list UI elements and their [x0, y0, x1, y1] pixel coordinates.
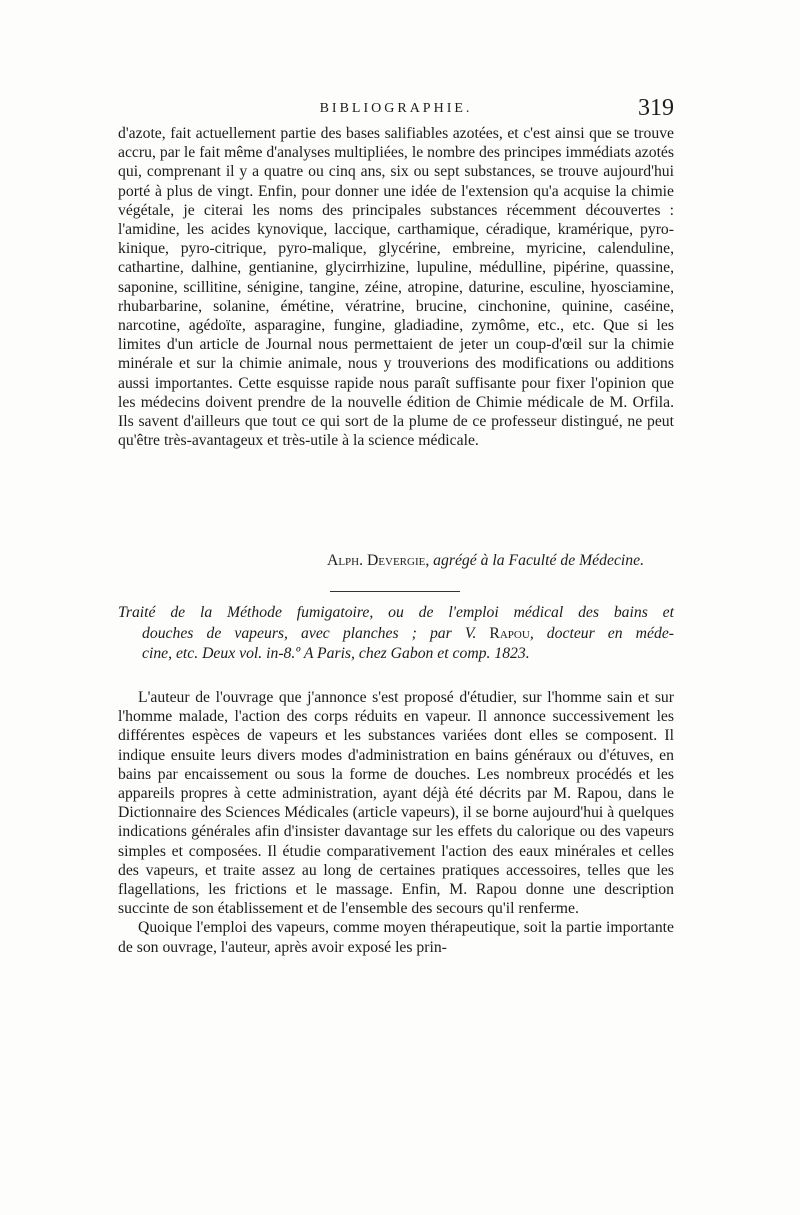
review-paragraph: Quoique l'emploi des vapeurs, comme moyen thérapeutique, soit la partie importante de son ouvrage, l'auteur, après avoir exposé les prin-: [118, 919, 674, 956]
review-body: [118, 688, 674, 957]
review-heading-line: Traité de la Méthode fumigatoire, ou de l'emploi médical des bains et: [118, 604, 674, 621]
running-head: BIBLIOGRAPHIE.: [319, 101, 473, 116]
review-heading-text: douches de vapeurs, avec planches ; par V.: [142, 624, 477, 642]
signature-author: Alph. Devergie,: [327, 552, 430, 569]
review-heading-line: cine, etc. Deux vol. in-8.º A Paris, chez Gabon et comp. 1823.: [142, 645, 530, 662]
review-heading: [118, 603, 674, 665]
signature-affiliation: agrégé à la Faculté de Médecine.: [433, 552, 644, 569]
page-header: [118, 95, 674, 123]
first-article-body: [118, 124, 674, 450]
article-signature: [118, 552, 644, 570]
review-paragraph: L'auteur de l'ouvrage que j'annonce s'est proposé d'étudier, sur l'homme sain et sur l'homme malade, l'action des corps réduits en vapeur. Il annonce successivement les différentes espèces de vapeurs et les substances variées dont elles se composent. Il indique ensuite leurs divers modes d'administration en bains généraux ou d'étuves, en bains par encaissement ou sous la forme de douches. Les nombreux procédés et les appareils propres à cette administration, ayant déjà été décrits par M. Rapou, dans le Dictionnaire des Sciences Médicales (article vapeurs), il se borne aujourd'hui à quelques indications générales afin d'insister davantage sur les effets du calorique ou des vapeurs simples et composées. Il étudie comparativement l'action des eaux minérales et celles des vapeurs, et traite assez au long de certaines pratiques accessoires, telles que les flagellations, les frictions et le massage. Enfin, M. Rapou donne une description succinte de son établissement et de l'ensemble des secours qu'il renferme.: [118, 689, 674, 918]
review-heading-text: , docteur en méde-: [529, 624, 675, 642]
page-number: 319: [638, 95, 674, 121]
section-divider: [330, 591, 460, 592]
review-heading-line: [118, 624, 674, 645]
article-paragraph: d'azote, fait actuellement partie des bases salifiables azotées, et c'est ainsi que se trouve accru, par le fait même d'analyses multipliées, le nombre des principes immédiats azotés qui, comprenant il y a quatre ou cinq ans, six ou sept substances, se trouve aujourd'hui porté à plus de vingt. Enfin, pour donner une idée de l'extension qu'a acquise la chimie végétale, je citerai les noms des principales substances récemment découvertes : l'amidine, les acides kynovique, laccique, carthamique, céradique, kramérique, pyro-kinique, pyro-citrique, pyro-malique, glycérine, embreine, myricine, calenduline, cathartine, dalhine, gentianine, glycirrhizine, lupuline, médulline, pipérine, quassine, saponine, scillitine, sénigine, tangine, zéine, atropine, daturine, esculine, hyosciamine, rhubarbarine, solanine, émétine, vératrine, brucine, cinchonine, quinine, caséine, narcotine, agédoïte, asparagine, fungine, gladiadine, zymôme, etc., etc. Que si les limites d'un article de Journal nous permettaient de jeter un coup-d'œil sur la chimie minérale et sur la chimie animale, nous y trouverions des modifications ou additions aussi importantes. Cette esquisse rapide nous paraît suffisante pour fixer l'opinion que les médecins doivent prendre de la nouvelle édition de Chimie médicale de M. Orfila. Ils savent d'ailleurs que tout ce qui sort de la plume de ce professeur distingué, ne peut qu'être très-avantageux et très-utile à la science médicale.: [118, 125, 674, 450]
review-author: Rapou: [489, 624, 530, 642]
